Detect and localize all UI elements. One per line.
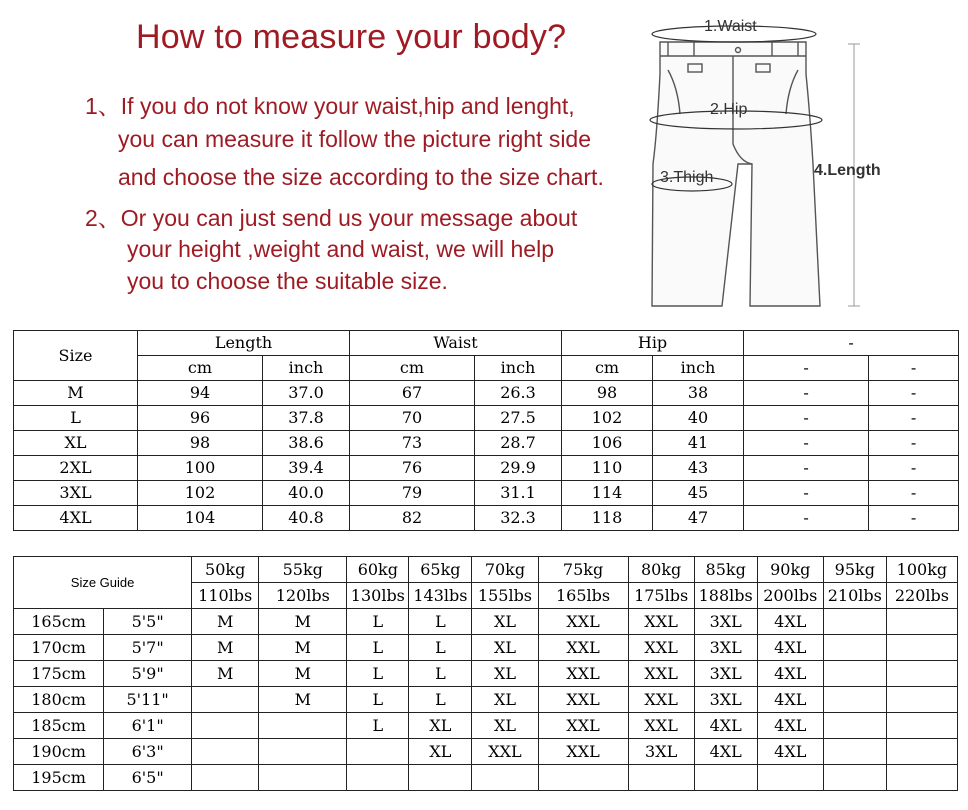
table-cell: 3XL bbox=[694, 635, 757, 661]
table-row bbox=[14, 481, 959, 506]
table-cell bbox=[823, 765, 886, 791]
table-cell: 104 bbox=[138, 506, 263, 531]
table-cell: XXL bbox=[472, 739, 538, 765]
table-cell: 190cm bbox=[14, 739, 104, 765]
table-cell: 4XL bbox=[757, 687, 823, 713]
table-cell bbox=[694, 765, 757, 791]
table-cell: 29.9 bbox=[475, 456, 562, 481]
unit-header: cm bbox=[138, 356, 263, 381]
table-cell: XXL bbox=[628, 609, 694, 635]
size-guide-table bbox=[13, 556, 958, 791]
table-cell: 73 bbox=[350, 431, 475, 456]
table-row bbox=[14, 431, 959, 456]
table-cell: 76 bbox=[350, 456, 475, 481]
table-cell bbox=[823, 661, 886, 687]
table-cell bbox=[347, 739, 409, 765]
table-cell bbox=[823, 635, 886, 661]
table-cell: - bbox=[744, 406, 869, 431]
table-cell: 3XL bbox=[628, 739, 694, 765]
table-cell bbox=[259, 739, 347, 765]
table-cell: 4XL bbox=[694, 713, 757, 739]
table-cell: 165cm bbox=[14, 609, 104, 635]
table-cell: 3XL bbox=[694, 609, 757, 635]
weight-kg: 95kg bbox=[823, 557, 886, 583]
table-cell: 40 bbox=[653, 406, 744, 431]
table-cell: 4XL bbox=[757, 635, 823, 661]
group-header: Waist bbox=[350, 331, 562, 356]
table-cell: M bbox=[192, 609, 259, 635]
table-cell bbox=[823, 739, 886, 765]
table-cell: L bbox=[14, 406, 138, 431]
table-cell: L bbox=[409, 661, 472, 687]
weight-kg: 90kg bbox=[757, 557, 823, 583]
weight-kg: 85kg bbox=[694, 557, 757, 583]
table-cell: XXL bbox=[538, 713, 628, 739]
instruction-line: your height ,weight and waist, we will help bbox=[127, 236, 555, 262]
weight-kg: 100kg bbox=[886, 557, 957, 583]
instruction-line: 2、Or you can just send us your message about bbox=[85, 205, 578, 231]
table-cell: XL bbox=[472, 609, 538, 635]
table-cell: L bbox=[347, 609, 409, 635]
weight-lbs: 130lbs bbox=[347, 583, 409, 609]
table-cell: 40.8 bbox=[263, 506, 350, 531]
measurement-figure bbox=[648, 14, 881, 314]
table-cell: XXL bbox=[538, 661, 628, 687]
size-guide-label: Size Guide bbox=[14, 557, 192, 609]
table-cell: - bbox=[869, 406, 959, 431]
table-row bbox=[14, 739, 958, 765]
table-cell: XL bbox=[14, 431, 138, 456]
table-cell: M bbox=[259, 635, 347, 661]
table-cell: XL bbox=[472, 687, 538, 713]
table-cell: XXL bbox=[628, 661, 694, 687]
table-cell: 40.0 bbox=[263, 481, 350, 506]
unit-header: inch bbox=[263, 356, 350, 381]
table-cell: - bbox=[869, 381, 959, 406]
table-cell: M bbox=[192, 661, 259, 687]
size-chart-table bbox=[13, 330, 959, 531]
table-cell bbox=[886, 713, 957, 739]
table-cell: - bbox=[869, 506, 959, 531]
table-cell: 37.8 bbox=[263, 406, 350, 431]
weight-lbs: 120lbs bbox=[259, 583, 347, 609]
hip-label: 2.Hip bbox=[710, 101, 748, 118]
table-cell bbox=[823, 687, 886, 713]
table-cell: 5'9" bbox=[104, 661, 192, 687]
weight-lbs: 143lbs bbox=[409, 583, 472, 609]
table-row bbox=[14, 381, 959, 406]
table-cell: - bbox=[744, 456, 869, 481]
table-cell: - bbox=[869, 456, 959, 481]
table-cell: 6'5" bbox=[104, 765, 192, 791]
table-row bbox=[14, 635, 958, 661]
table-cell: M bbox=[259, 661, 347, 687]
weight-lbs: 110lbs bbox=[192, 583, 259, 609]
table-cell bbox=[886, 687, 957, 713]
table-cell: 47 bbox=[653, 506, 744, 531]
table-cell: 82 bbox=[350, 506, 475, 531]
table-cell: 6'1" bbox=[104, 713, 192, 739]
waist-label: 1.Waist bbox=[704, 18, 757, 35]
table-cell: XXL bbox=[628, 635, 694, 661]
table-cell: XXL bbox=[628, 713, 694, 739]
table-cell bbox=[347, 765, 409, 791]
weight-kg: 65kg bbox=[409, 557, 472, 583]
table-cell: M bbox=[192, 635, 259, 661]
table-cell: L bbox=[409, 609, 472, 635]
table-cell: 195cm bbox=[14, 765, 104, 791]
table-cell: 102 bbox=[562, 406, 653, 431]
table-cell bbox=[757, 765, 823, 791]
table-cell: 43 bbox=[653, 456, 744, 481]
table-row bbox=[14, 765, 958, 791]
table-cell: 4XL bbox=[757, 739, 823, 765]
table-cell: XL bbox=[472, 635, 538, 661]
table-cell: 100 bbox=[138, 456, 263, 481]
weight-kg: 60kg bbox=[347, 557, 409, 583]
table-cell: L bbox=[347, 687, 409, 713]
table-cell bbox=[192, 713, 259, 739]
table-cell: XL bbox=[472, 661, 538, 687]
table-cell: XL bbox=[409, 713, 472, 739]
weight-kg: 55kg bbox=[259, 557, 347, 583]
length-label: 4.Length bbox=[814, 162, 881, 179]
weight-lbs: 220lbs bbox=[886, 583, 957, 609]
weight-kg: 80kg bbox=[628, 557, 694, 583]
table-cell: XXL bbox=[538, 609, 628, 635]
table-cell bbox=[259, 765, 347, 791]
table-cell bbox=[886, 635, 957, 661]
table-cell: 175cm bbox=[14, 661, 104, 687]
table-cell: 6'3" bbox=[104, 739, 192, 765]
table-row bbox=[14, 456, 959, 481]
weight-lbs: 210lbs bbox=[823, 583, 886, 609]
table-row bbox=[14, 687, 958, 713]
table-cell: 41 bbox=[653, 431, 744, 456]
table-cell: 3XL bbox=[694, 687, 757, 713]
table-row bbox=[14, 609, 958, 635]
weight-kg: 75kg bbox=[538, 557, 628, 583]
table-cell: - bbox=[869, 481, 959, 506]
table-cell: 185cm bbox=[14, 713, 104, 739]
instruction-line: 1、If you do not know your waist,hip and lenght, bbox=[85, 93, 575, 119]
group-header: Hip bbox=[562, 331, 744, 356]
table-cell: 70 bbox=[350, 406, 475, 431]
table-cell: L bbox=[347, 635, 409, 661]
table-cell bbox=[886, 609, 957, 635]
table-cell bbox=[192, 739, 259, 765]
table-cell: XL bbox=[472, 713, 538, 739]
unit-header: cm bbox=[350, 356, 475, 381]
table-cell bbox=[192, 765, 259, 791]
table-cell: M bbox=[259, 687, 347, 713]
group-header: - bbox=[744, 331, 959, 356]
table-cell: 110 bbox=[562, 456, 653, 481]
unit-header: inch bbox=[653, 356, 744, 381]
table-cell: 98 bbox=[138, 431, 263, 456]
weight-lbs: 155lbs bbox=[472, 583, 538, 609]
instruction-line: and choose the size according to the size chart. bbox=[118, 164, 604, 190]
table-cell bbox=[886, 661, 957, 687]
size-chart-body bbox=[14, 381, 959, 531]
unit-header: cm bbox=[562, 356, 653, 381]
weight-kg: 50kg bbox=[192, 557, 259, 583]
table-cell: 4XL bbox=[14, 506, 138, 531]
table-cell: 96 bbox=[138, 406, 263, 431]
table-cell: 4XL bbox=[757, 609, 823, 635]
table-cell: 31.1 bbox=[475, 481, 562, 506]
page-title: How to measure your body? bbox=[136, 18, 567, 56]
instruction-line: you to choose the suitable size. bbox=[127, 268, 448, 294]
table-cell bbox=[538, 765, 628, 791]
group-header: Length bbox=[138, 331, 350, 356]
table-cell: 37.0 bbox=[263, 381, 350, 406]
table-cell: L bbox=[347, 713, 409, 739]
table-cell: XL bbox=[409, 739, 472, 765]
table-cell bbox=[823, 609, 886, 635]
table-cell: 28.7 bbox=[475, 431, 562, 456]
table-cell: 38 bbox=[653, 381, 744, 406]
table-cell: M bbox=[14, 381, 138, 406]
table-row bbox=[14, 406, 959, 431]
size-header: Size bbox=[14, 331, 138, 381]
table-cell: 2XL bbox=[14, 456, 138, 481]
table-cell bbox=[472, 765, 538, 791]
table-cell: 3XL bbox=[694, 661, 757, 687]
table-row bbox=[14, 713, 958, 739]
table-cell: 102 bbox=[138, 481, 263, 506]
table-cell: XXL bbox=[538, 739, 628, 765]
table-cell: 98 bbox=[562, 381, 653, 406]
weight-lbs: 188lbs bbox=[694, 583, 757, 609]
table-cell: 3XL bbox=[14, 481, 138, 506]
unit-header: - bbox=[744, 356, 869, 381]
thigh-label: 3.Thigh bbox=[660, 169, 714, 186]
table-cell bbox=[259, 713, 347, 739]
table-cell: - bbox=[869, 431, 959, 456]
table-cell: 4XL bbox=[694, 739, 757, 765]
table-cell: - bbox=[744, 381, 869, 406]
table-cell: 94 bbox=[138, 381, 263, 406]
table-cell: 4XL bbox=[757, 661, 823, 687]
table-cell bbox=[192, 687, 259, 713]
table-cell: L bbox=[409, 687, 472, 713]
table-cell: 170cm bbox=[14, 635, 104, 661]
table-cell: - bbox=[744, 506, 869, 531]
table-cell: 32.3 bbox=[475, 506, 562, 531]
weight-lbs: 175lbs bbox=[628, 583, 694, 609]
table-cell: XXL bbox=[538, 687, 628, 713]
weight-lbs: 200lbs bbox=[757, 583, 823, 609]
table-cell bbox=[886, 739, 957, 765]
table-cell: 4XL bbox=[757, 713, 823, 739]
table-cell: 180cm bbox=[14, 687, 104, 713]
unit-header: - bbox=[869, 356, 959, 381]
table-row bbox=[14, 661, 958, 687]
unit-header: inch bbox=[475, 356, 562, 381]
table-cell: 5'5" bbox=[104, 609, 192, 635]
table-cell: - bbox=[744, 431, 869, 456]
weight-lbs: 165lbs bbox=[538, 583, 628, 609]
table-cell bbox=[628, 765, 694, 791]
table-cell: 114 bbox=[562, 481, 653, 506]
table-cell bbox=[409, 765, 472, 791]
table-cell: 5'7" bbox=[104, 635, 192, 661]
table-cell: 45 bbox=[653, 481, 744, 506]
table-cell bbox=[886, 765, 957, 791]
table-cell: 106 bbox=[562, 431, 653, 456]
instruction-line: you can measure it follow the picture right side bbox=[118, 126, 592, 152]
table-cell: 5'11" bbox=[104, 687, 192, 713]
table-cell: XXL bbox=[538, 635, 628, 661]
table-cell: 38.6 bbox=[263, 431, 350, 456]
table-cell: - bbox=[744, 481, 869, 506]
table-cell: XXL bbox=[628, 687, 694, 713]
table-cell: M bbox=[259, 609, 347, 635]
table-cell: 27.5 bbox=[475, 406, 562, 431]
table-cell: 26.3 bbox=[475, 381, 562, 406]
size-guide-body bbox=[14, 609, 958, 791]
table-row bbox=[14, 506, 959, 531]
table-cell: L bbox=[347, 661, 409, 687]
table-cell: 118 bbox=[562, 506, 653, 531]
table-cell: 79 bbox=[350, 481, 475, 506]
table-cell: L bbox=[409, 635, 472, 661]
table-cell bbox=[823, 713, 886, 739]
table-cell: 39.4 bbox=[263, 456, 350, 481]
table-cell: 67 bbox=[350, 381, 475, 406]
weight-kg: 70kg bbox=[472, 557, 538, 583]
